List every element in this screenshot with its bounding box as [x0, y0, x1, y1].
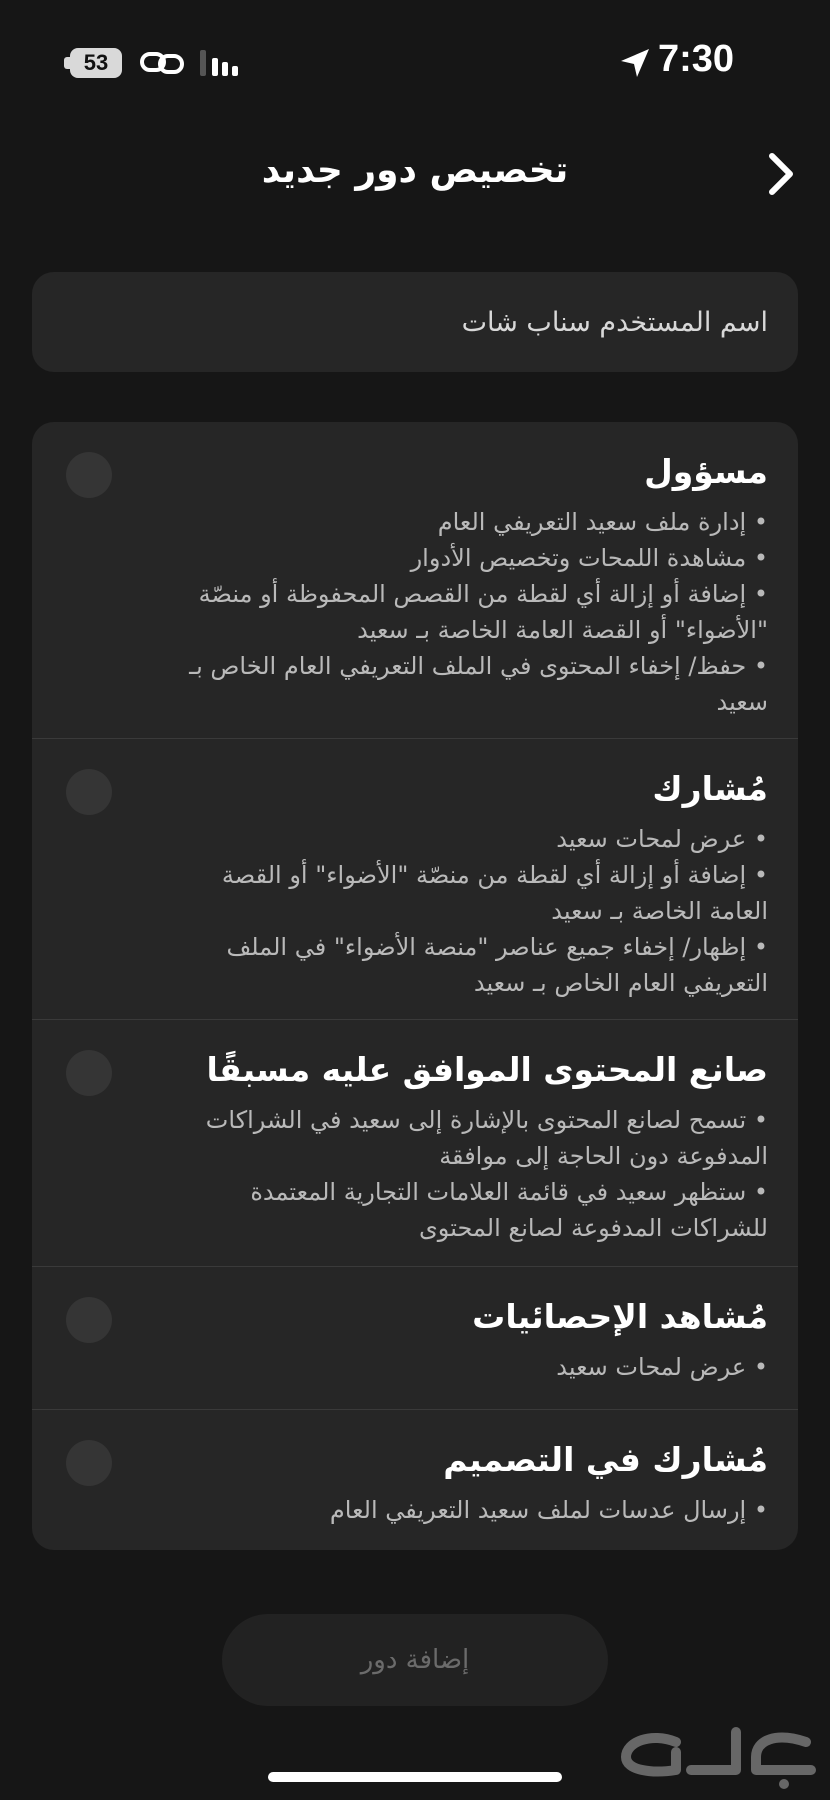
role-bullet: • إرسال عدسات لملف سعيد التعريفي العام [188, 1492, 768, 1528]
role-bullets [188, 1102, 768, 1246]
role-bullets [188, 821, 768, 1001]
role-option-approved-creator[interactable] [32, 1020, 798, 1266]
role-bullet: • مشاهدة اللمحات وتخصيص الأدوار [188, 540, 768, 576]
role-option-contributor[interactable] [32, 739, 798, 1019]
role-radio[interactable] [66, 1050, 112, 1096]
link-icon [140, 46, 184, 80]
add-role-button[interactable]: إضافة دور [222, 1614, 608, 1706]
role-bullet: • إضافة أو إزالة أي لقطة من القصص المحفوظة أو منصّة "الأضواء" أو القصة العامة الخاصة بـ سعيد [188, 576, 768, 648]
role-bullet: • حفظ/ إخفاء المحتوى في الملف التعريفي العام الخاص بـ سعيد [188, 648, 768, 720]
role-radio[interactable] [66, 1440, 112, 1486]
role-bullets [188, 1492, 768, 1528]
role-option-admin[interactable] [32, 422, 798, 738]
role-title: مسؤول [644, 452, 768, 491]
username-value: اسم المستخدم سناب شات [461, 306, 768, 338]
role-title: مُشارك [652, 769, 768, 808]
haraj-watermark-logo [606, 1712, 826, 1792]
role-bullet: • إظهار/ إخفاء جميع عناصر "منصة الأضواء" في الملف التعريفي العام الخاص بـ سعيد [188, 929, 768, 1001]
role-radio[interactable] [66, 1297, 112, 1343]
status-bar [0, 0, 830, 110]
role-radio[interactable] [66, 452, 112, 498]
role-title: مُشاهد الإحصائيات [472, 1297, 768, 1336]
location-arrow-icon [618, 46, 652, 80]
home-indicator[interactable] [268, 1772, 562, 1782]
role-title: صانع المحتوى الموافق عليه مسبقًا [206, 1050, 768, 1089]
status-time: 7:30 [658, 38, 735, 80]
username-field[interactable] [32, 272, 798, 372]
role-bullet: • عرض لمحات سعيد [188, 821, 768, 857]
role-option-design-contributor[interactable] [32, 1410, 798, 1550]
roles-list [32, 422, 798, 1550]
role-bullet: • عرض لمحات سعيد [188, 1349, 768, 1385]
battery-indicator: 53 [70, 48, 122, 78]
role-bullet: • تسمح لصانع المحتوى بالإشارة إلى سعيد في الشراكات المدفوعة دون الحاجة إلى موافقة [188, 1102, 768, 1174]
role-bullet: • إدارة ملف سعيد التعريفي العام [188, 504, 768, 540]
page-title: تخصيص دور جديد [261, 150, 569, 191]
role-option-insights-viewer[interactable] [32, 1267, 798, 1409]
role-bullet: • ستظهر سعيد في قائمة العلامات التجارية المعتمدة للشراكات المدفوعة لصانع المحتوى [188, 1174, 768, 1246]
role-radio[interactable] [66, 769, 112, 815]
chevron-right-icon[interactable] [762, 150, 802, 198]
signal-bars-icon [198, 48, 242, 78]
role-bullets [188, 1349, 768, 1385]
role-bullet: • إضافة أو إزالة أي لقطة من منصّة "الأضواء" أو القصة العامة الخاصة بـ سعيد [188, 857, 768, 929]
role-bullets [188, 504, 768, 720]
role-title: مُشارك في التصميم [443, 1440, 768, 1479]
